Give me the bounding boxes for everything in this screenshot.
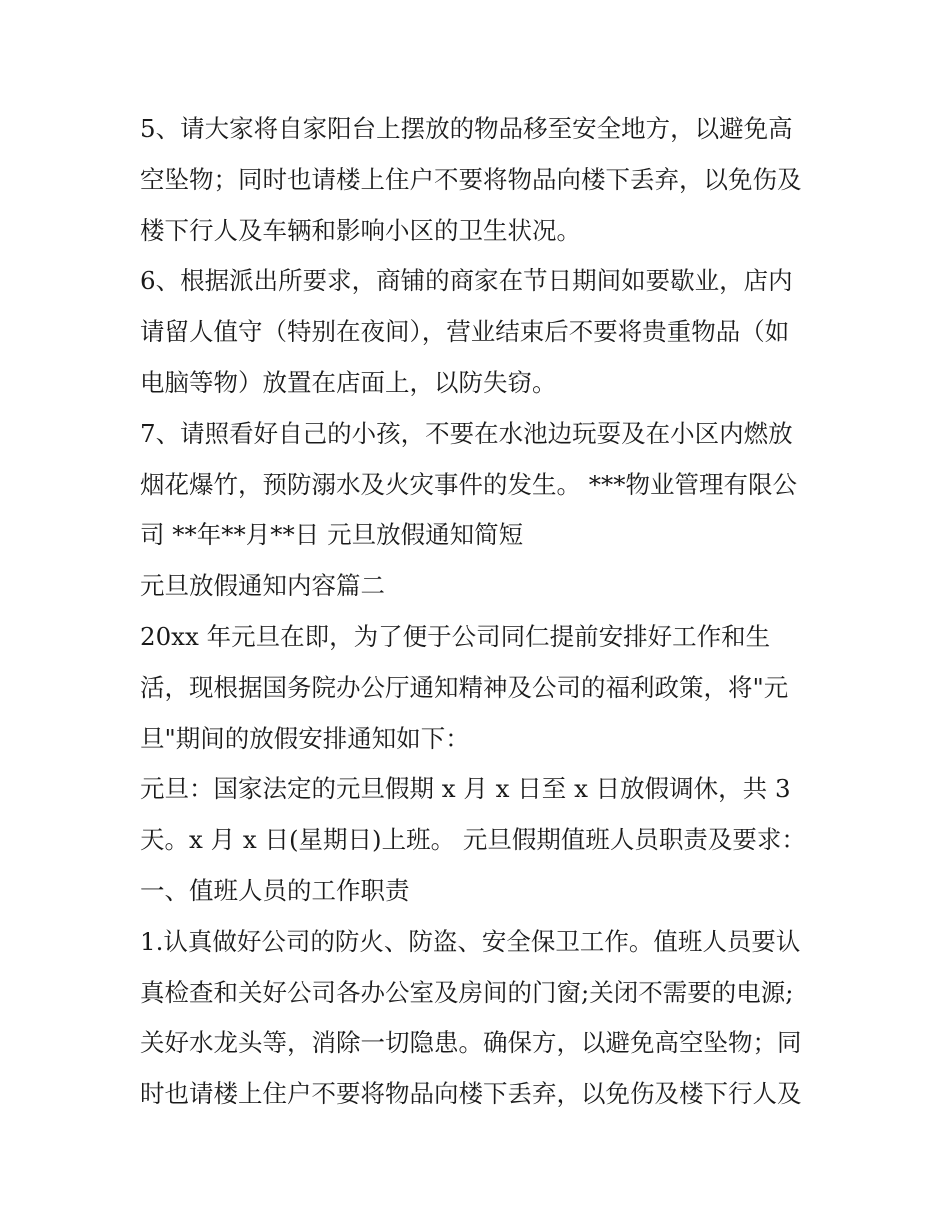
text-line: 关好水龙头等，消除一切隐患。确保方，以避免高空坠物；同 bbox=[140, 1028, 802, 1058]
text-line: 时也请楼上住户不要将物品向楼下丢弃，以免伤及楼下行人及 bbox=[140, 1079, 802, 1109]
text-line: 真检查和关好公司各办公室及房间的门窗;关闭不需要的电源; bbox=[140, 977, 794, 1007]
text-line: 烟花爆竹，预防溺水及火灾事件的发生。 ***物业管理有限公 bbox=[140, 469, 798, 499]
text-line: 20xx 年元旦在即，为了便于公司同仁提前安排好工作和生 bbox=[140, 621, 771, 651]
text-line: 6、根据派出所要求，商铺的商家在节日期间如要歇业，店内 bbox=[140, 266, 793, 296]
text-line: 7、请照看好自己的小孩，不要在水池边玩耍及在小区内燃放 bbox=[140, 418, 793, 448]
text-line: 电脑等物）放置在店面上，以防失窃。 bbox=[140, 367, 557, 397]
text-line: 元旦：国家法定的元旦假期 x 月 x 日至 x 日放假调休，共 3 bbox=[140, 774, 791, 804]
text-line: 楼下行人及车辆和影响小区的卫生状况。 bbox=[140, 215, 581, 245]
section-heading: 元旦放假通知内容篇二 bbox=[140, 571, 385, 601]
text-line: 天。x 月 x 日(星期日)上班。 元旦假期值班人员职责及要求： bbox=[140, 825, 806, 855]
text-line: 活，现根据国务院办公厅通知精神及公司的福利政策，将"元 bbox=[140, 672, 789, 702]
text-line: 空坠物；同时也请楼上住户不要将物品向楼下丢弃，以免伤及 bbox=[140, 164, 802, 194]
text-line: 旦"期间的放假安排通知如下： bbox=[140, 723, 470, 753]
text-line: 请留人值守（特别在夜间），营业结束后不要将贵重物品（如 bbox=[140, 317, 790, 347]
document-body bbox=[140, 104, 820, 1120]
text-line: 5、请大家将自家阳台上摆放的物品移至安全地方，以避免高 bbox=[140, 114, 793, 143]
text-line: 司 **年**月**日 元旦放假通知简短 bbox=[140, 520, 524, 550]
text-line: 1.认真做好公司的防火、防盗、安全保卫工作。值班人员要认 bbox=[140, 926, 801, 956]
subsection-heading: 一、值班人员的工作职责 bbox=[140, 875, 410, 905]
